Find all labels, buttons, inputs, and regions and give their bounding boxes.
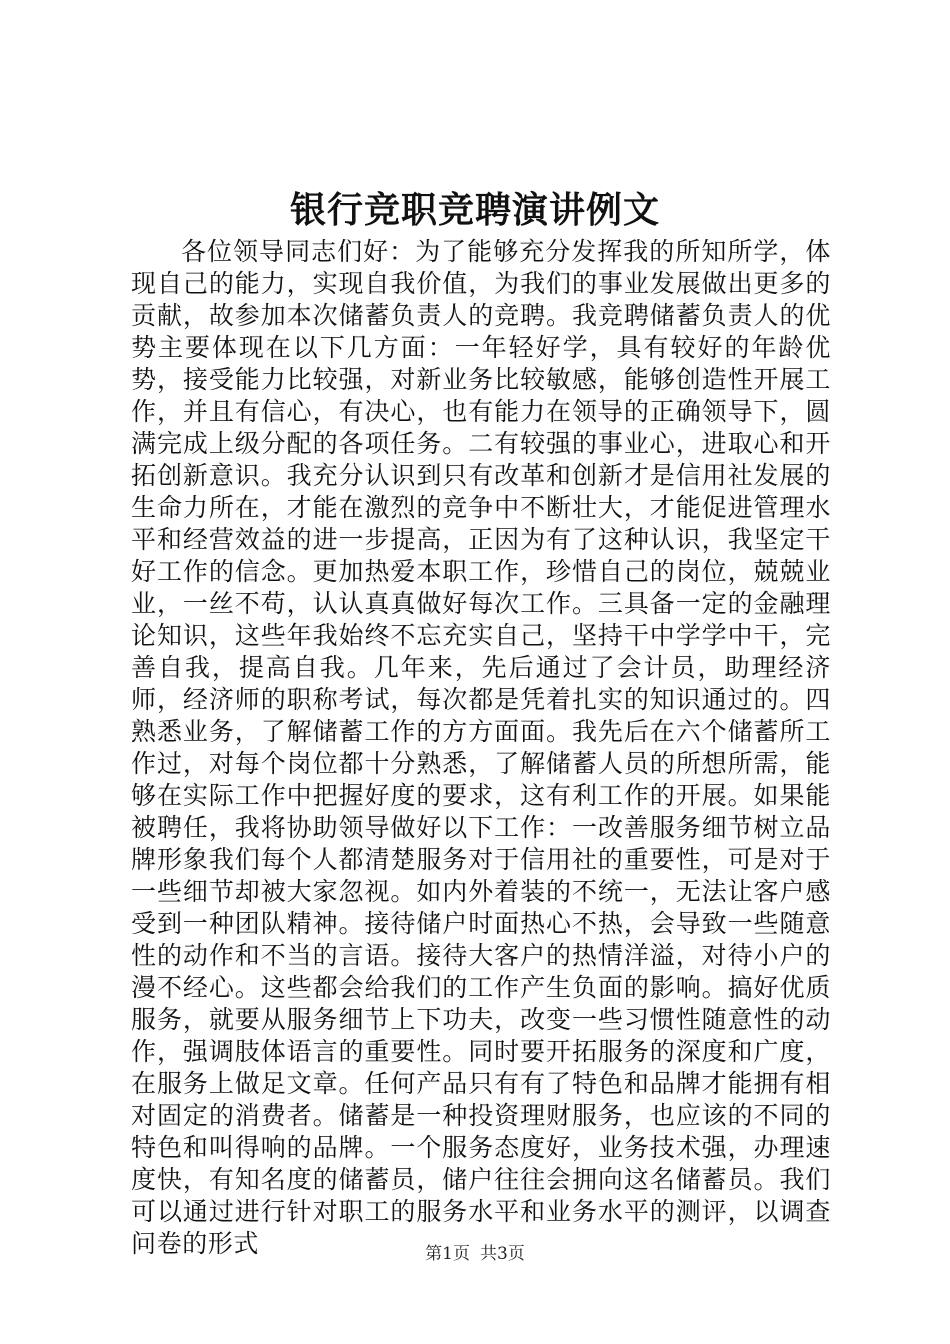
page-number: 第1页 [425, 1244, 470, 1264]
document-title: 银行竞职竞聘演讲例文 [289, 189, 660, 231]
page-footer [0, 1243, 950, 1265]
document-body-paragraph: 各位领导同志们好：为了能够充分发挥我的所知所学，体现自己的能力，实现自我价值，为我们的事业发展做出更多的贡献，故参加本次储蓄负责人的竞聘。我竞聘储蓄负责人的优势主要体现在以下几方面：一年轻好学，具有较好的年龄优势，接受能力比较强，对新业务比较敏感，能够创造性开展工作，并且有信心，有决心，也有能力在领导的正确领导下，圆满完成上级分配的各项任务。二有较强的事业心，进取心和开拓创新意识。我充分认识到只有改革和创新才是信用社发展的生命力所在，才能在激烈的竞争中不断壮大，才能促进管理水平和经营效益的进一步提高，正因为有了这种认识，我坚定干好工作的信念。更加热爱本职工作，珍惜自己的岗位，兢兢业业，一丝不苟，认认真真做好每次工作。三具备一定的金融理论知识，这些年我始终不忘充实自己，坚持干中学学中干，完善自我，提高自我。几年来，先后通过了会计员，助理经济师，经济师的职称考试，每次都是凭着扎实的知识通过的。四熟悉业务，了解储蓄工作的方方面面。我先后在六个储蓄所工作过，对每个岗位都十分熟悉，了解储蓄人员的所想所需，能够在实际工作中把握好度的要求，这有利工作的开展。如果能被聘任，我将协助领导做好以下工作：一改善服务细节树立品牌形象我们每个人都清楚服务对于信用社的重要性，可是对于一些细节却被大家忽视。如内外着装的不统一，无法让客户感受到一种团队精神。接待储户时面热心不热，会导致一些随意性的动作和不当的言语。接待大客户的热情洋溢，对待小户的漫不经心。这些都会给我们的工作产生负面的影响。搞好优质服务，就要从服务细节上下功夫，改变一些习惯性随意性的动作，强调肢体语言的重要性。同时要开拓服务的深度和广度，在服务上做足文章。任何产品只有有了特色和品牌才能拥有相对固定的消费者。储蓄是一种投资理财服务，也应该的不同的特色和叫得响的品牌。一个服务态度好，业务技术强，办理速度快，有知名度的储蓄员，储户往往会拥向这名储蓄员。我们可以通过进行针对职工的服务水平和业务水平的测评，以调查问卷的形式 [131, 237, 831, 1258]
page-total: 共3页 [480, 1244, 525, 1264]
